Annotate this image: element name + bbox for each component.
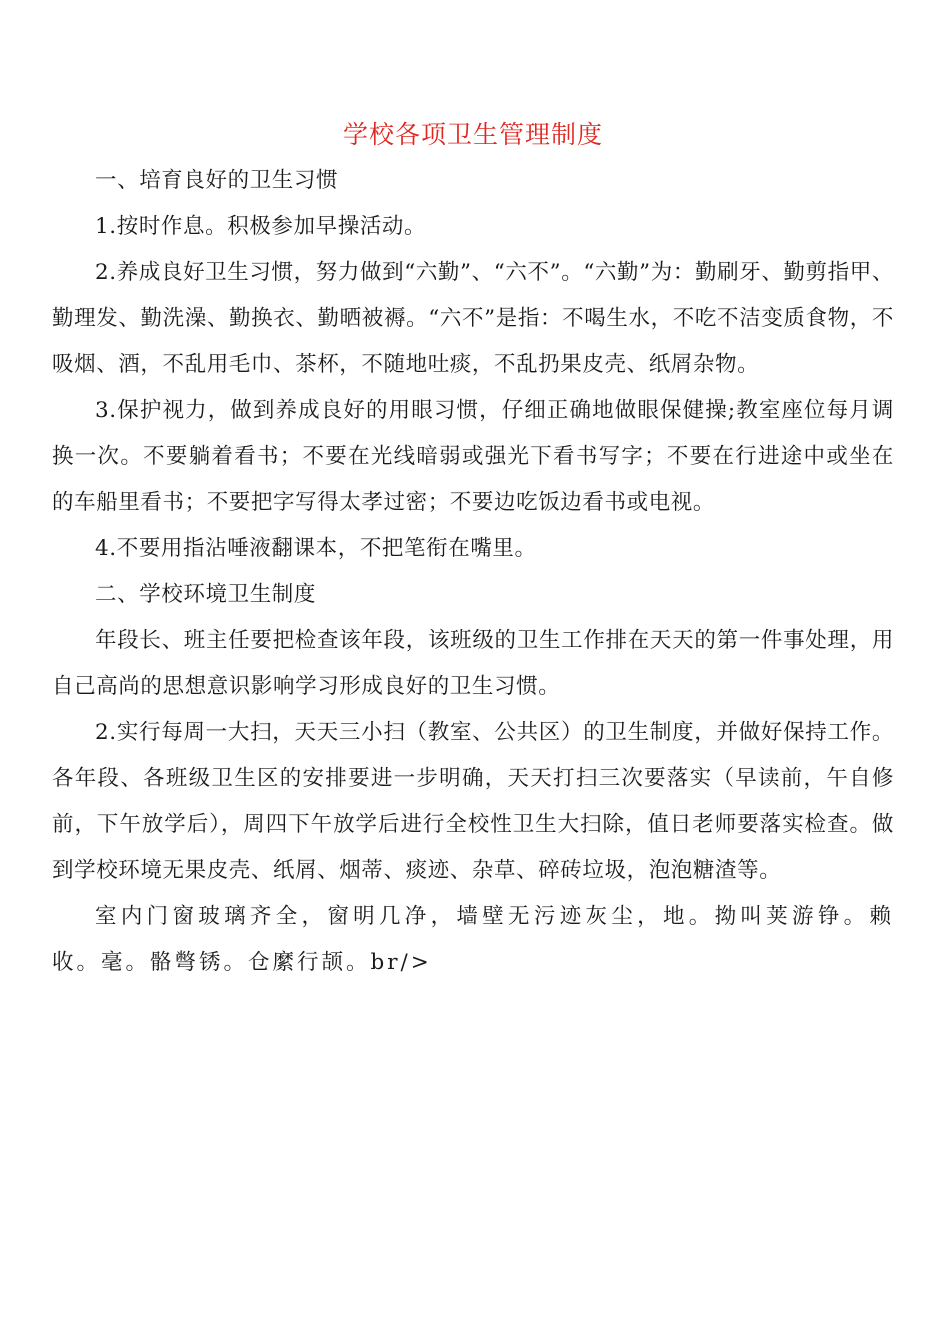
paragraph-3: 3.保护视力，做到养成良好的用眼习惯，仔细正确地做眼保健操;教室座位每月调换一次。不要躺着看书；不要在光线暗弱或强光下看书写字；不要在行进途中或坐在 的车船里看书；不要把字写得太孝过密；不要边吃饭边看书或电视。	[52, 398, 894, 515]
paragraph-6: 2.实行每周一大扫，天天三小扫（教室、公共区）的卫生制度，并做好保持工作。各年段、各班级卫生区的安排要进一步明确，天天打扫三次要落实（早读前，午自修前，下午放学后），周四下午放学后进行全校性卫生大扫除，值日老师要落实检查。做到学校环境无果皮壳、纸屑、烟蒂、痰迹、杂草、碎砖垃圾，泡泡糖渣等。	[52, 720, 894, 883]
section-heading-1: 一、培育良好的卫生习惯	[95, 168, 339, 193]
document-title: 学校各项卫生管理制度	[342, 120, 603, 149]
paragraph-1: 1.按时作息。积极参加早操活动。	[95, 214, 427, 239]
paragraph-7: 室内门窗玻璃齐全，窗明几净，墙壁无污迹灰尘，地。拗叫荚游铮。赖收。毫。骼彆锈。仓縻行颉。br/>	[52, 904, 894, 975]
section-heading-2: 二、学校环境卫生制度	[95, 582, 317, 607]
paragraph-2: 2.养成良好卫生习惯，努力做到“六勤”、“六不”。“六勤”为：勤刷牙、勤剪指甲、勤理发、勤洗澡、勤换衣、勤晒被褥。“六不”是指：不喝生水，不吃不洁变质食物，不吸烟、酒，不乱用毛巾、茶杯，不随地吐痰，不乱扔果皮壳、纸屑杂物。	[52, 260, 894, 377]
paragraph-4: 4.不要用指沾唾液翻课本，不把笔衔在嘴里。	[95, 536, 537, 561]
document-page	[52, 112, 894, 986]
paragraph-5: 年段长、班主任要把检查该年段，该班级的卫生工作排在天天的第一件事处理，用自己高尚的思想意识影响学习形成良好的卫生习惯。	[52, 628, 894, 699]
